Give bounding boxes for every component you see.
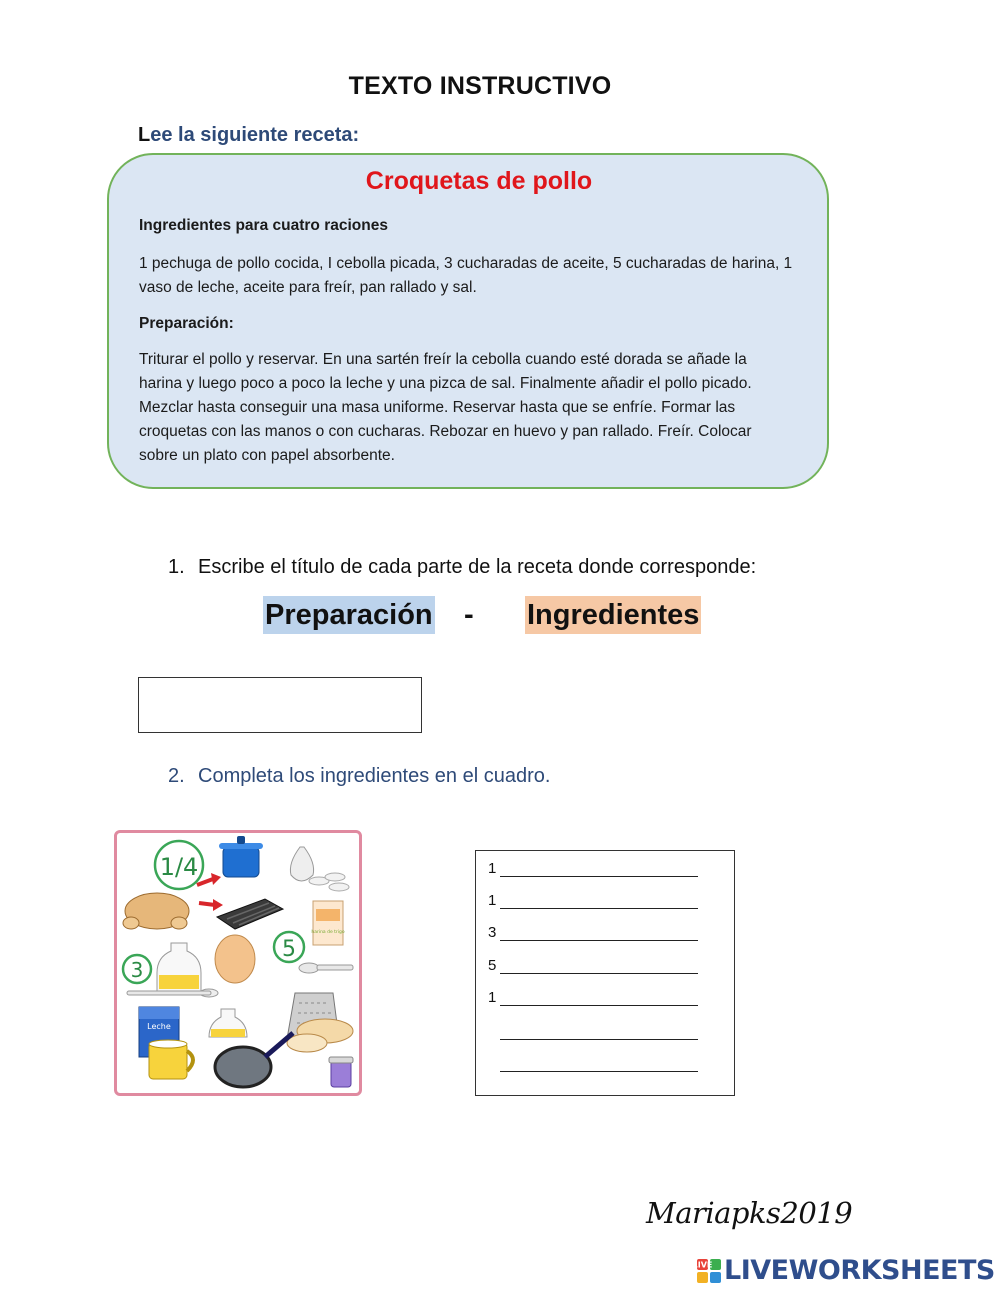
ingredient-line-6[interactable] bbox=[488, 1023, 698, 1043]
question-1-text: Escribe el título de cada parte de la receta donde corresponde: bbox=[198, 556, 757, 578]
question-1-number: 1. bbox=[168, 556, 185, 578]
ingredient-line-5-number: 1 bbox=[488, 989, 497, 1006]
question-1 bbox=[168, 556, 756, 579]
ingredients-line-1: 1 pechuga de pollo cocida, I cebolla picada, 3 cucharadas de aceite, 5 cucharadas de harina, 1 bbox=[139, 255, 793, 272]
ingredient-line-1-blank[interactable] bbox=[500, 862, 698, 877]
document-title: TEXTO INSTRUCTIVO bbox=[348, 72, 612, 100]
preparation-line-1: Triturar el pollo y reservar. En una sartén freír la cebolla cuando esté dorada se añade la bbox=[139, 351, 747, 368]
intro-text: ee la siguiente receta: bbox=[150, 124, 360, 146]
ingredients-heading: Ingredientes para cuatro raciones bbox=[139, 217, 388, 234]
ingredients-answer-box bbox=[475, 850, 735, 1096]
flour-bag-label: harina de trigo bbox=[311, 930, 345, 935]
ingredient-line-3-blank[interactable] bbox=[500, 926, 698, 941]
five-label: 5 bbox=[282, 937, 296, 962]
logo-mark-letters: LIVE bbox=[692, 1260, 713, 1269]
ingredient-line-3-number: 3 bbox=[488, 924, 497, 941]
question-2-number: 2. bbox=[168, 765, 185, 787]
question-2 bbox=[168, 765, 550, 788]
preparation-line-4: croquetas con las manos o con cucharas. Rebozar en huevo y pan rallado. Freír. Colocar bbox=[139, 423, 752, 440]
answer-drop-box[interactable] bbox=[138, 677, 422, 733]
frying-pan-icon bbox=[209, 1009, 293, 1087]
three-label: 3 bbox=[130, 958, 144, 982]
preparation-line-2: harina y luego poco a poco la leche y una pizca de sal. Finalmente añadir el pollo picado. bbox=[139, 375, 752, 392]
liveworksheets-logo bbox=[692, 1255, 995, 1286]
spoon-icon bbox=[299, 963, 353, 973]
ingredient-line-3[interactable] bbox=[488, 924, 698, 944]
ingredient-line-4[interactable] bbox=[488, 957, 698, 977]
preparation-line-5: sobre un plato con papel absorbente. bbox=[139, 447, 395, 464]
word-separator: - bbox=[464, 599, 474, 631]
ingredients-line-2: vaso de leche, aceite para freír, pan rallado y sal. bbox=[139, 279, 477, 296]
liveworksheets-logo-text: LIVEWORKSHEETS bbox=[724, 1255, 995, 1286]
arrow-icon bbox=[197, 873, 223, 911]
flour-bag-icon bbox=[313, 901, 343, 945]
ingredients-illustration bbox=[114, 830, 362, 1096]
ingredient-line-7[interactable] bbox=[488, 1055, 698, 1075]
recipe-title: Croquetas de pollo bbox=[365, 167, 593, 195]
chicken-icon bbox=[123, 893, 189, 929]
fraction-label: 1/4 bbox=[159, 853, 199, 881]
ingredients-illustration-art bbox=[117, 833, 359, 1093]
ingredient-line-2-blank[interactable] bbox=[500, 894, 698, 909]
grill-pan-icon bbox=[217, 899, 283, 929]
preparation-line-3: Mezclar hasta conseguir una masa uniforme. Reservar hasta que se enfríe. Formar las bbox=[139, 399, 736, 416]
ingredient-line-4-blank[interactable] bbox=[500, 959, 698, 974]
liveworksheets-logo-icon bbox=[692, 1259, 721, 1283]
intro-first-letter: L bbox=[138, 124, 151, 146]
egg-icon bbox=[215, 935, 255, 983]
draggable-word-preparacion[interactable]: Preparación bbox=[263, 596, 435, 634]
mug-icon bbox=[149, 1040, 193, 1079]
ingredient-line-1-number: 1 bbox=[488, 860, 497, 877]
preparation-heading: Preparación: bbox=[139, 315, 234, 332]
ingredient-line-5[interactable] bbox=[488, 989, 698, 1009]
onion-icon bbox=[290, 847, 349, 891]
milk-carton-label: Leche bbox=[147, 1022, 171, 1031]
ingredient-line-2[interactable] bbox=[488, 892, 698, 912]
salt-jar-icon bbox=[329, 1057, 353, 1087]
ingredient-line-1[interactable] bbox=[488, 860, 698, 880]
intro-instruction bbox=[138, 124, 359, 147]
ingredient-line-6-blank[interactable] bbox=[500, 1025, 698, 1040]
ingredient-line-2-number: 1 bbox=[488, 892, 497, 909]
draggable-word-ingredientes[interactable]: Ingredientes bbox=[525, 596, 701, 634]
ingredient-line-5-blank[interactable] bbox=[500, 991, 698, 1006]
ingredient-line-7-blank[interactable] bbox=[500, 1057, 698, 1072]
cooking-pot-icon bbox=[219, 836, 263, 877]
author-signature: Mariapks2019 bbox=[646, 1196, 853, 1230]
question-2-text: Completa los ingredientes en el cuadro. bbox=[198, 765, 551, 787]
ingredient-line-4-number: 5 bbox=[488, 957, 497, 974]
